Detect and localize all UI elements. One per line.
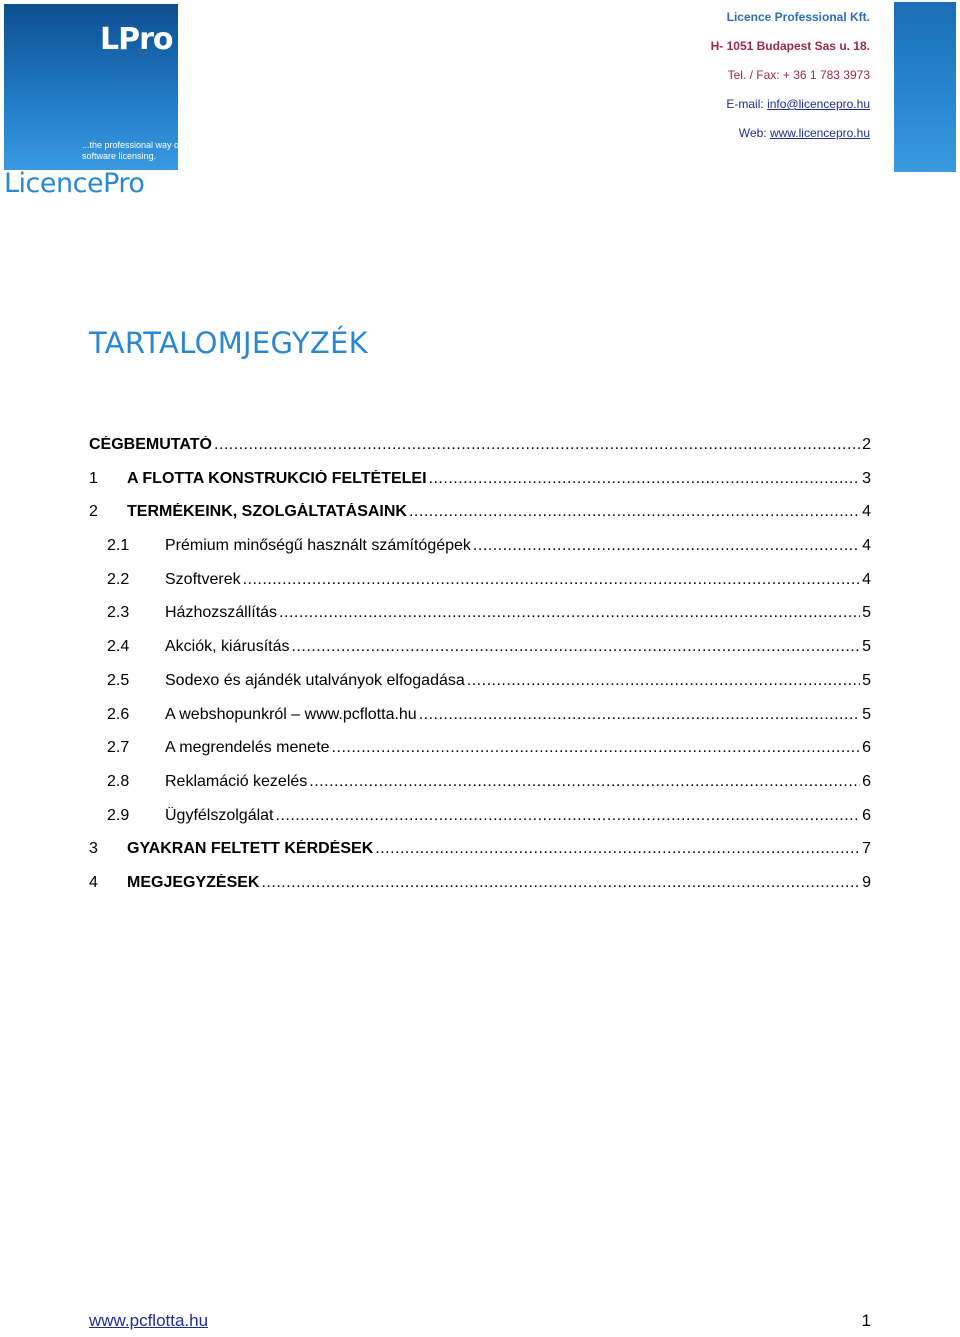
toc-entry-title: Akciók, kiárusítás: [165, 638, 290, 656]
toc-entry-page: 5: [862, 705, 871, 723]
toc-entry-title: GYAKRAN FELTETT KÉRDÉSEK: [127, 840, 374, 858]
toc-entry-page: 5: [862, 604, 871, 622]
company-contact: [711, 9, 870, 154]
footer-page-number: 1: [861, 1311, 871, 1330]
toc-entry-title: Ügyfélszolgálat: [165, 806, 274, 824]
toc-entry-number: 1: [89, 469, 98, 487]
company-email-row: [711, 96, 870, 125]
toc-entry[interactable]: [89, 874, 871, 908]
company-phone: Tel. / Fax: + 36 1 783 3973: [727, 68, 870, 82]
toc-entry-title: Reklamáció kezelés: [165, 772, 308, 790]
table-of-contents: [89, 436, 871, 908]
company-name: Licence Professional Kft.: [726, 10, 870, 24]
company-web-row: [711, 125, 870, 154]
toc-dot-leader: [419, 706, 860, 724]
toc-entry[interactable]: [89, 807, 871, 841]
toc-dot-leader: [309, 773, 860, 791]
toc-dot-leader: [214, 436, 860, 454]
toc-dot-leader: [261, 874, 860, 892]
toc-entry[interactable]: [89, 503, 871, 537]
licencepro-logo: [4, 4, 182, 170]
toc-dot-leader: [409, 503, 860, 521]
decorative-side-block: [894, 2, 956, 172]
toc-entry-number: 2: [89, 503, 98, 521]
toc-dot-leader: [473, 537, 860, 555]
toc-entry-page: 3: [862, 469, 871, 487]
email-label: E-mail:: [726, 97, 764, 111]
toc-dot-leader: [332, 739, 861, 757]
toc-entry-title: Szoftverek: [165, 570, 241, 588]
toc-entry[interactable]: [89, 706, 871, 740]
toc-entry[interactable]: [89, 537, 871, 571]
toc-entry-page: 4: [862, 503, 871, 521]
toc-entry-number: 2.7: [107, 739, 130, 757]
web-label: Web:: [738, 126, 767, 140]
toc-entry-title: TERMÉKEINK, SZOLGÁLTATÁSAINK: [127, 503, 407, 521]
toc-entry-number: 2.8: [107, 772, 130, 790]
email-link[interactable]: info@licencepro.hu: [767, 97, 870, 111]
toc-entry-page: 7: [862, 840, 871, 858]
toc-entry-page: 6: [862, 739, 871, 757]
company-address: H- 1051 Budapest Sas u. 18.: [710, 39, 870, 53]
toc-dot-leader: [429, 470, 861, 488]
toc-entry-number: 2.5: [107, 671, 130, 689]
toc-entry-title: A webshopunkról – www.pcflotta.hu: [165, 705, 417, 723]
toc-entry-number: 2.4: [107, 638, 130, 656]
toc-entry-page: 6: [862, 806, 871, 824]
toc-entry[interactable]: [89, 773, 871, 807]
logo-tagline-line2: software licensing.: [82, 151, 157, 161]
toc-dot-leader: [375, 840, 860, 858]
toc-entry[interactable]: [89, 470, 871, 504]
footer-website-link[interactable]: www.pcflotta.hu: [89, 1311, 209, 1330]
toc-dot-leader: [467, 672, 860, 690]
toc-entry-page: 2: [862, 436, 871, 453]
toc-entry-page: 4: [862, 537, 871, 555]
toc-entry-page: 9: [862, 873, 871, 891]
toc-entry-number: 2.9: [107, 806, 130, 824]
toc-entry-title: A FLOTTA KONSTRUKCIÓ FELTÉTELEI: [127, 469, 427, 487]
toc-entry-title: Házhozszállítás: [165, 604, 278, 622]
toc-entry[interactable]: [89, 672, 871, 706]
toc-entry-page: 5: [862, 671, 871, 689]
logo-tagline-line1: ...the professional way of: [82, 140, 182, 150]
toc-entry-page: 4: [862, 570, 871, 588]
toc-dot-leader: [276, 807, 861, 825]
logo-tagline: [82, 140, 182, 162]
toc-entry-title: MEGJEGYZÉSEK: [127, 873, 260, 891]
toc-entry[interactable]: [89, 604, 871, 638]
toc-entry-title: A megrendelés menete: [165, 739, 330, 757]
toc-entry[interactable]: [89, 739, 871, 773]
toc-entry[interactable]: [89, 638, 871, 672]
toc-entry-number: 4: [89, 873, 98, 891]
web-link[interactable]: www.licencepro.hu: [769, 126, 870, 140]
toc-entry-page: 6: [862, 772, 871, 790]
toc-entry[interactable]: [89, 571, 871, 605]
logo-wordmark: LicencePro: [4, 168, 145, 199]
toc-entry-number: 2.1: [107, 537, 130, 555]
toc-entry[interactable]: [89, 436, 871, 470]
logo-lpro-text: LPro: [100, 22, 173, 57]
toc-entry-number: 2.3: [107, 604, 130, 622]
toc-entry[interactable]: [89, 840, 871, 874]
toc-dot-leader: [243, 571, 861, 589]
toc-entry-number: 3: [89, 840, 98, 858]
toc-entry-page: 5: [862, 638, 871, 656]
toc-dot-leader: [279, 604, 860, 622]
toc-entry-title: Sodexo és ajándék utalványok elfogadása: [165, 671, 465, 689]
toc-title: TARTALOMJEGYZÉK: [89, 326, 368, 360]
toc-dot-leader: [291, 638, 860, 656]
toc-entry-number: 2.2: [107, 570, 130, 588]
toc-entry-title: CÉGBEMUTATÓ: [89, 436, 212, 453]
toc-entry-title: Prémium minőségű használt számítógépek: [165, 537, 471, 555]
toc-entry-number: 2.6: [107, 705, 130, 723]
